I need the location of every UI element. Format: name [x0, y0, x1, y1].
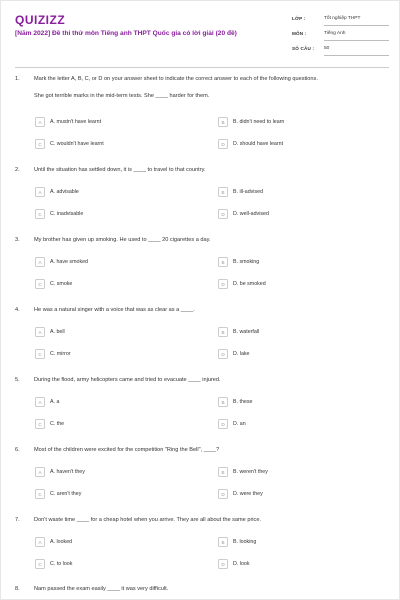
worksheet-header	[15, 13, 389, 63]
quizizz-logo: QUIZIZZ	[15, 13, 66, 27]
meta-label: MÔN :	[292, 31, 307, 36]
option-letter: A	[35, 117, 45, 127]
meta-value: Tốt nghiệp THPT	[324, 16, 389, 26]
option-text: B. didn't need to learn	[233, 119, 285, 125]
option-letter: B	[218, 257, 228, 267]
option-letter: D	[218, 419, 228, 429]
option-letter: C	[35, 349, 45, 359]
option-letter: B	[218, 327, 228, 337]
option-letter: D	[218, 349, 228, 359]
option-text: C. aren't they	[50, 491, 82, 497]
option-letter: D	[218, 209, 228, 219]
option-c[interactable]	[35, 559, 195, 571]
option-letter: A	[35, 467, 45, 477]
option-letter: D	[218, 139, 228, 149]
question-number: 5.	[15, 377, 20, 383]
option-text: B. ill-advised	[233, 189, 264, 195]
meta-row-question-count	[292, 43, 389, 58]
option-letter: C	[35, 209, 45, 219]
question-text: My brother has given up smoking. He used to ____ 20 cigarettes a day.	[34, 237, 211, 243]
option-b[interactable]	[218, 117, 378, 129]
option-text: A. have smoked	[50, 259, 88, 265]
meta-row-subject	[292, 28, 389, 43]
option-d[interactable]	[218, 209, 378, 221]
option-text: D. lake	[233, 351, 250, 357]
question-number: 6.	[15, 447, 20, 453]
option-d[interactable]	[218, 279, 378, 291]
option-letter: A	[35, 257, 45, 267]
option-b[interactable]	[218, 257, 378, 269]
document-title: [Năm 2022] Đề thi thử môn Tiếng anh THPT Quốc gia có lời giải (20 đề)	[15, 30, 237, 37]
option-a[interactable]	[35, 397, 195, 409]
option-text: B. looking	[233, 539, 257, 545]
option-text: D. an	[233, 421, 246, 427]
option-b[interactable]	[218, 467, 378, 479]
question-text: During the flood, army helicopters came and tried to evacuate ____ injured.	[34, 377, 221, 383]
option-text: D. were they	[233, 491, 263, 497]
option-d[interactable]	[218, 489, 378, 501]
question-number: 2.	[15, 167, 20, 173]
option-text: D. should have learnt	[233, 141, 284, 147]
option-text: D. look	[233, 561, 250, 567]
option-text: B. waterfall	[233, 329, 260, 335]
option-text: C. smoke	[50, 281, 73, 287]
option-letter: B	[218, 537, 228, 547]
option-letter: D	[218, 559, 228, 569]
header-divider	[15, 67, 389, 68]
option-d[interactable]	[218, 139, 378, 151]
option-a[interactable]	[35, 257, 195, 269]
option-letter: B	[218, 187, 228, 197]
option-letter: D	[218, 489, 228, 499]
option-text: C. mirror	[50, 351, 71, 357]
option-b[interactable]	[218, 537, 378, 549]
question-text: Most of the children were excited for the competition "Ring the Bell", ____?	[34, 447, 220, 453]
option-c[interactable]	[35, 279, 195, 291]
question-text: She got terrible marks in the mid-term tests. She ____ harder for them.	[34, 93, 210, 99]
question-text: Don't waste time ____ for a cheap hotel when you arrive. They are all about the same price.	[34, 517, 262, 523]
option-letter: D	[218, 279, 228, 289]
option-letter: C	[35, 489, 45, 499]
option-text: A. advisable	[50, 189, 79, 195]
option-a[interactable]	[35, 327, 195, 339]
option-letter: C	[35, 279, 45, 289]
option-letter: C	[35, 139, 45, 149]
option-text: B. these	[233, 399, 253, 405]
option-d[interactable]	[218, 559, 378, 571]
option-letter: A	[35, 187, 45, 197]
option-text: B. smoking	[233, 259, 260, 265]
option-d[interactable]	[218, 349, 378, 361]
option-text: D. well-advised	[233, 211, 269, 217]
option-letter: A	[35, 537, 45, 547]
option-letter: A	[35, 327, 45, 337]
option-c[interactable]	[35, 349, 195, 361]
option-d[interactable]	[218, 419, 378, 431]
option-b[interactable]	[218, 397, 378, 409]
option-letter: B	[218, 467, 228, 477]
option-c[interactable]	[35, 489, 195, 501]
option-a[interactable]	[35, 537, 195, 549]
option-a[interactable]	[35, 117, 195, 129]
question-number: 1.	[15, 76, 20, 82]
question-number: 8.	[15, 586, 20, 592]
option-text: A. bell	[50, 329, 65, 335]
question-instruction: Mark the letter A, B, C, or D on your answer sheet to indicate the correct answer to each of the following questions.	[34, 76, 318, 82]
option-text: C. inadvisable	[50, 211, 84, 217]
option-letter: B	[218, 117, 228, 127]
option-text: A. haven't they	[50, 469, 85, 475]
option-c[interactable]	[35, 209, 195, 221]
option-text: A. a	[50, 399, 60, 405]
meta-row-class	[292, 13, 389, 28]
option-text: C. wouldn't have learnt	[50, 141, 104, 147]
meta-label: SỐ CÂU :	[292, 46, 315, 51]
option-b[interactable]	[218, 187, 378, 199]
meta-value: Tiếng Anh	[324, 31, 389, 41]
meta-label: LỚP :	[292, 16, 306, 21]
question-text: Nam passed the exam easily ____ it was very difficult.	[34, 586, 169, 592]
option-letter: C	[35, 559, 45, 569]
option-text: B. weren't they	[233, 469, 268, 475]
option-b[interactable]	[218, 327, 378, 339]
option-text: A. mustn't have learnt	[50, 119, 102, 125]
option-a[interactable]	[35, 467, 195, 479]
meta-value: 50	[324, 46, 389, 56]
option-letter: A	[35, 397, 45, 407]
document-meta	[292, 13, 389, 58]
question-number: 3.	[15, 237, 20, 243]
option-letter: B	[218, 397, 228, 407]
option-text: C. to look	[50, 561, 73, 567]
question-text: Until the situation has settled down, it is ____ to travel to that country.	[34, 167, 206, 173]
option-text: C. the	[50, 421, 65, 427]
question-number: 4.	[15, 307, 20, 313]
question-text: He was a natural singer with a voice that was as clear as a ____.	[34, 307, 195, 313]
option-text: D. be smoked	[233, 281, 266, 287]
option-c[interactable]	[35, 139, 195, 151]
question-number: 7.	[15, 517, 20, 523]
option-letter: C	[35, 419, 45, 429]
option-a[interactable]	[35, 187, 195, 199]
option-c[interactable]	[35, 419, 195, 431]
option-text: A. looked	[50, 539, 73, 545]
